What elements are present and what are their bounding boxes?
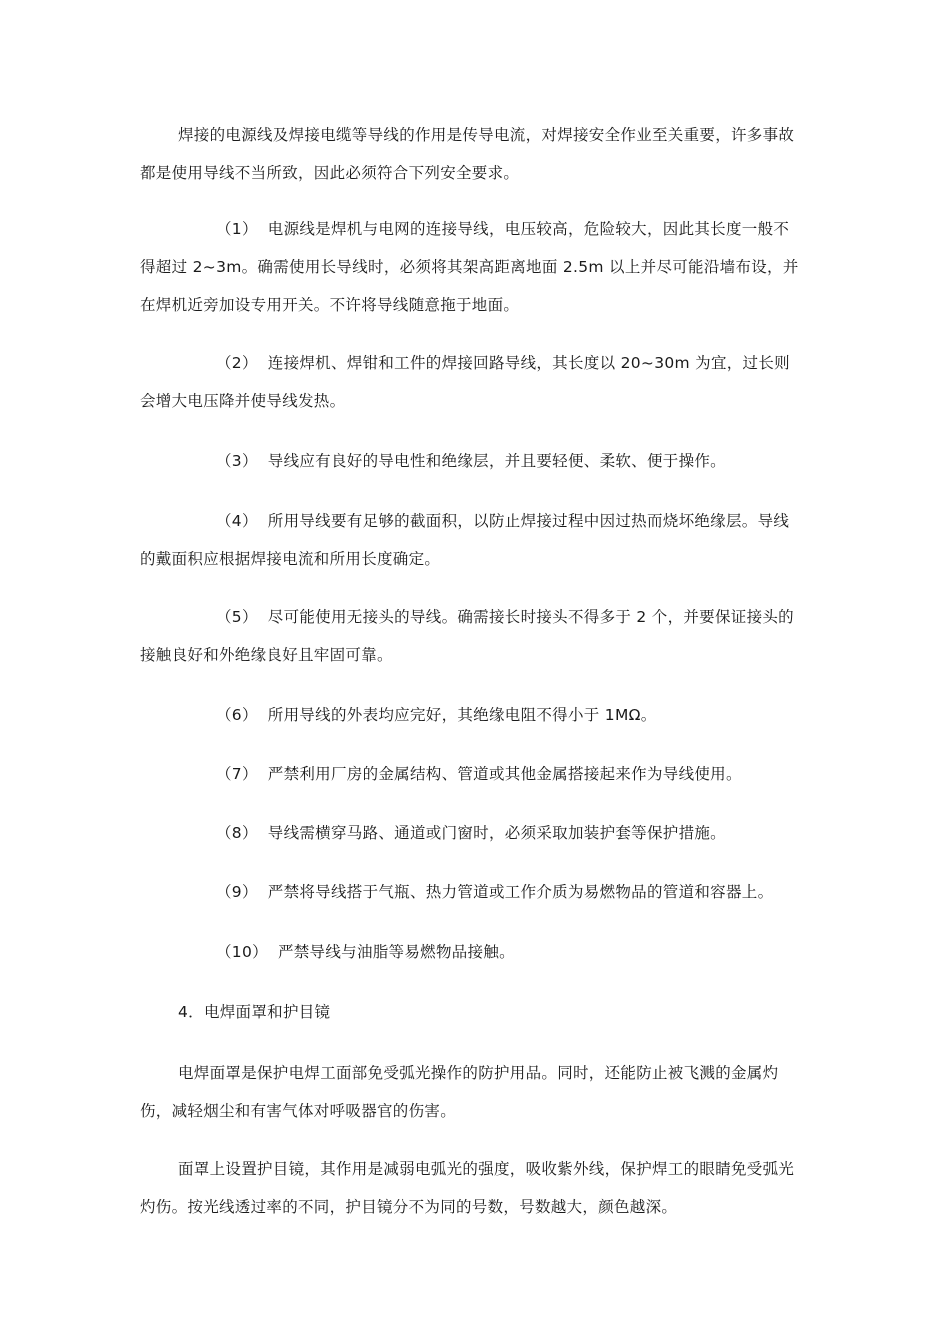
item-text: 尽可能使用无接头的导线。确需接长时接头不得多于 2 个，并要保证接头的接触良好和外绝缘良好且牢固可靠。 [140,608,794,664]
item-number: （10） [216,943,268,961]
list-item-10 [140,933,802,971]
section-heading: 4．电焊面罩和护目镜 [178,1003,331,1021]
list-item-3 [140,442,802,480]
item-number: （7） [216,765,258,783]
item-number: （2） [216,354,258,372]
item-text: 连接焊机、焊钳和工件的焊接回路导线，其长度以 20~30m 为宜，过长则会增大电压降并使导线发热。 [140,354,790,410]
lens-paragraph: 面罩上设置护目镜，其作用是减弱电弧光的强度，吸收紫外线，保护焊工的眼睛免受弧光灼伤。按光线透过率的不同，护目镜分不为同的号数，号数越大，颜色越深。 [140,1160,795,1216]
item-text: 导线应有良好的导电性和绝缘层，并且要轻便、柔软、便于操作。 [267,452,726,470]
item-text: 电源线是焊机与电网的连接导线，电压较高，危险较大，因此其长度一般不得超过 2~3m。确需使用长导线时，必须将其架高距离地面 2.5m 以上并尽可能沿墙布设，并在焊机近旁加设专用开关。不许将导线随意拖于地面。 [140,220,799,314]
item-number: （9） [216,883,258,901]
item-number: （1） [216,220,258,238]
list-item-6 [140,696,802,734]
list-item-2 [140,344,802,420]
list-item-5 [140,598,802,674]
item-text: 严禁利用厂房的金属结构、管道或其他金属搭接起来作为导线使用。 [267,765,742,783]
item-text: 所用导线的外表均应完好，其绝缘电阻不得小于 1MΩ。 [267,706,657,724]
item-text: 严禁导线与油脂等易燃物品接触。 [277,943,515,961]
list-item-7 [140,755,802,793]
item-number: （8） [216,824,258,842]
list-item-1 [140,210,802,324]
list-item-9 [140,873,802,911]
item-number: （3） [216,452,258,470]
item-number: （5） [216,608,258,626]
item-text: 严禁将导线搭于气瓶、热力管道或工作介质为易燃物品的管道和容器上。 [267,883,774,901]
intro-paragraph: 焊接的电源线及焊接电缆等导线的作用是传导电流，对焊接安全作业至关重要，许多事故都是使用导线不当所致，因此必须符合下列安全要求。 [140,126,795,182]
item-number: （4） [216,512,258,530]
item-text: 所用导线要有足够的截面积，以防止焊接过程中因过热而烧坏绝缘层。导线的戴面积应根据焊接电流和所用长度确定。 [140,512,790,568]
mask-paragraph: 电焊面罩是保护电焊工面部免受弧光操作的防护用品。同时，还能防止被飞溅的金属灼伤，减轻烟尘和有害气体对呼吸器官的伤害。 [140,1064,779,1120]
list-item-8 [140,814,802,852]
item-text: 导线需横穿马路、通道或门窗时，必须采取加装护套等保护措施。 [267,824,726,842]
list-item-4 [140,502,802,578]
item-number: （6） [216,706,258,724]
